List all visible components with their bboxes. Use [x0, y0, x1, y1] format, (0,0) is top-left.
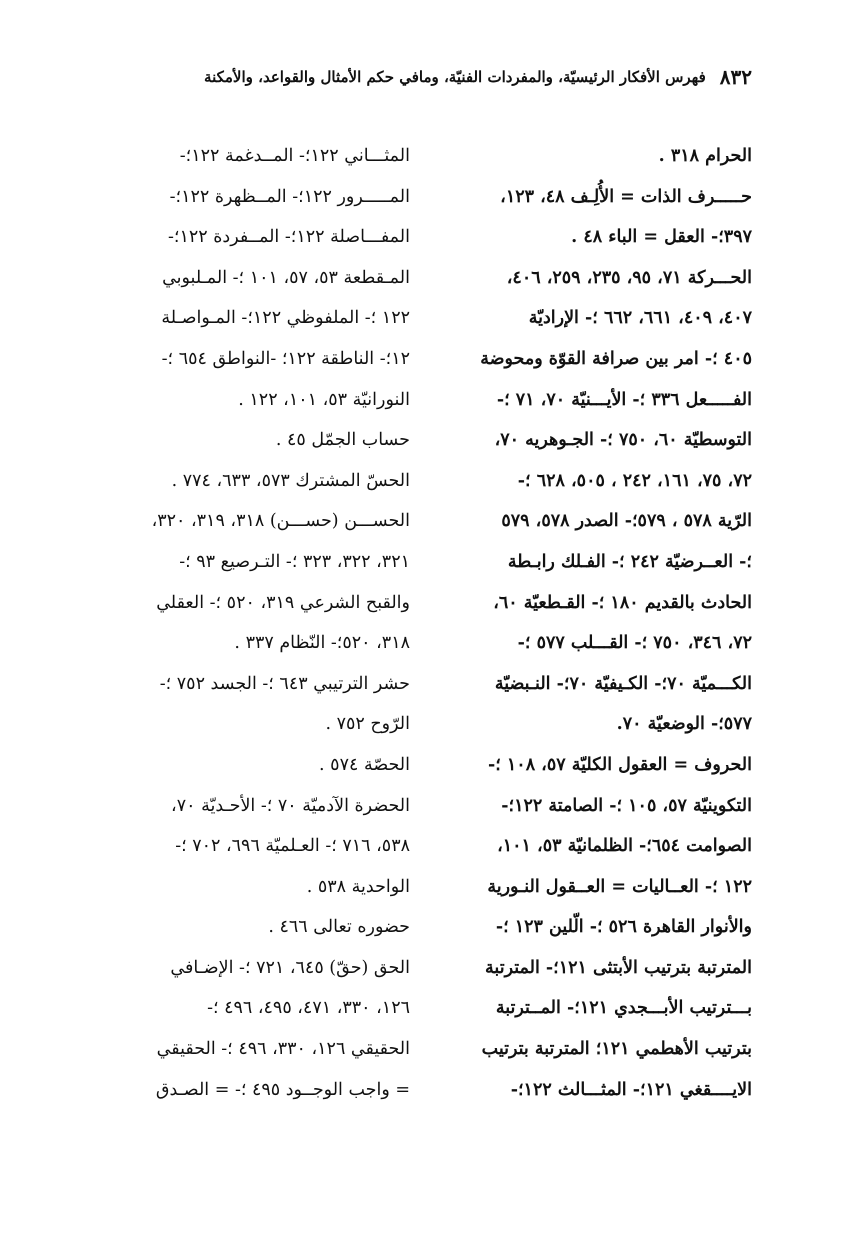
index-line: ٣٢١، ٣٢٢، ٣٢٣ ؛- التـرصيع ٩٣ ؛- — [179, 551, 410, 572]
index-line: ٥٣٨، ٧١٦ ؛- العـلميّة ٦٩٦، ٧٠٢ ؛- — [175, 836, 410, 857]
index-line: ٧٢، ٧٥، ١٦١، ٢٤٢ ، ٥٠٥، ٦٢٨ ؛- — [517, 470, 752, 491]
index-line: الحـــركة ٧١، ٩٥، ٢٣٥، ٢٥٩، ٤٠٦، — [506, 267, 752, 288]
index-line: ؛- العــرضيّة ٢٤٢ ؛- الفـلك رابـطة — [507, 551, 752, 572]
index-line: ١٢٦، ٣٣٠، ٤٧١، ٤٩٥، ٤٩٦ ؛- — [207, 998, 410, 1019]
index-line: التكوينيّة ٥٧، ١٠٥ ؛- الصامتة ١٢٢؛- — [501, 795, 752, 816]
index-line: ٤٠٧، ٤٠٩، ٦٦١، ٦٦٢ ؛- الإراديّة — [528, 308, 752, 329]
index-line: حساب الجمّل ٤٥ . — [275, 430, 410, 451]
index-line: المـــــرور ١٢٢؛- المــظهرة ١٢٢؛- — [169, 186, 410, 207]
index-line: الحق (حقّ) ٦٤٥، ٧٢١ ؛- الإضـافي — [170, 957, 410, 978]
index-column-right — [434, 136, 752, 1110]
index-line: المفـــاصلة ١٢٢؛- المــفردة ١٢٢؛- — [167, 227, 410, 248]
index-line: الحصّة ٥٧٤ . — [319, 754, 410, 775]
index-line: بترتيب الأهطمي ١٢١؛ المترتبة بترتيب — [481, 1039, 752, 1060]
index-line: ١٢٢ ؛- العــاليات = العــقول النـورية — [487, 876, 752, 897]
index-line: حشر الترتيبي ٦٤٣ ؛- الجسد ٧٥٢ ؛- — [159, 673, 410, 694]
index-line: حضوره تعالى ٤٦٦ . — [268, 917, 410, 938]
index-line: ٥٧٧؛- الوضعيّة ٧٠. — [616, 714, 752, 735]
index-line: ٧٢، ٣٤٦، ٧٥٠ ؛- القـــلب ٥٧٧ ؛- — [517, 633, 752, 654]
index-line: المثـــاني ١٢٢؛- المــدغمة ١٢٢؛- — [179, 146, 410, 166]
index-line: والقبح الشرعي ٣١٩، ٥٢٠ ؛- العقلي — [156, 592, 410, 613]
index-line: الحرام ٣١٨ . — [658, 146, 752, 166]
index-line: الحقيقي ١٢٦، ٣٣٠، ٤٩٦ ؛- الحقيقي — [156, 1039, 410, 1060]
index-line: الحروف = العقول الكليّة ٥٧، ١٠٨ ؛- — [487, 754, 752, 775]
index-line: الكـــميّة ٧٠؛- الكـيفيّة ٧٠؛- النـبضيّة — [494, 673, 752, 694]
index-line: الحضرة الآدميّة ٧٠ ؛- الأحـديّة ٧٠، — [171, 795, 410, 816]
index-line: الرّوح ٧٥٢ . — [325, 714, 410, 735]
index-line: الحادث بالقديم ١٨٠ ؛- القـطعيّة ٦٠، — [493, 592, 752, 613]
page-header — [102, 62, 752, 92]
index-line: ١٢٢ ؛- الملفوظي ١٢٢؛- المـواصـلة — [161, 308, 410, 329]
index-column-left — [92, 136, 410, 1110]
index-line: = واجب الوجــود ٤٩٥ ؛- = الصـدق — [155, 1079, 410, 1100]
index-line: والأنوار القاهرة ٥٢٦ ؛- الّلين ١٢٣ ؛- — [495, 917, 752, 938]
index-line: التوسطيّة ٦٠، ٧٥٠ ؛- الجـوهريه ٧٠، — [494, 430, 752, 451]
index-line: الرّية ٥٧٨ ، ٥٧٩؛- الصدر ٥٧٨، ٥٧٩ — [501, 511, 752, 532]
index-line: النورانيّة ٥٣، ١٠١، ١٢٢ . — [238, 389, 410, 410]
index-line: الفـــــعل ٣٣٦ ؛- الأيـــنيّة ٧٠، ٧١ ؛- — [496, 389, 752, 410]
index-line: ٣١٨، ٥٢٠؛- النّظام ٣٣٧ . — [234, 633, 410, 654]
running-title: فهرس الأفكار الرئيسيّة، والمفردات الفنيّة، ومافي حكم الأمثال والقواعد، والأمكنة — [204, 68, 706, 86]
index-line: ١٢؛- الناطقة ١٢٢؛ -النواطق ٦٥٤ ؛- — [161, 348, 410, 369]
index-line: ٣٩٧؛- العقل = الباء ٤٨ . — [571, 227, 752, 248]
index-line: الحسّ المشترك ٥٧٣، ٦٣٣، ٧٧٤ . — [171, 470, 410, 491]
index-line: الواحدية ٥٣٨ . — [306, 876, 410, 897]
index-line: الايــــقغي ١٢١؛- المثـــالث ١٢٢؛- — [510, 1079, 752, 1100]
index-line: الصوامت ٦٥٤؛- الظلمانيّة ٥٣، ١٠١، — [497, 836, 752, 857]
index-line: الحســـن (حســـن) ٣١٨، ٣١٩، ٣٢٠، — [151, 511, 410, 532]
index-line: المـقطعة ٥٣، ٥٧، ١٠١ ؛- المـلبوبي — [162, 267, 410, 288]
page-number: ٨٣٢ — [719, 65, 752, 89]
index-line: حـــــرف الذات = الأُلِـف ٤٨، ١٢٣، — [500, 186, 752, 207]
index-line: المترتبة بترتيب الأبتثى ١٢١؛- المترتبة — [485, 957, 752, 978]
index-line: بـــترتيب الأبـــجدي ١٢١؛- المــترتبة — [495, 998, 752, 1019]
index-line: ٤٠٥ ؛- امر بين صرافة القوّة ومحوضة — [480, 348, 752, 369]
